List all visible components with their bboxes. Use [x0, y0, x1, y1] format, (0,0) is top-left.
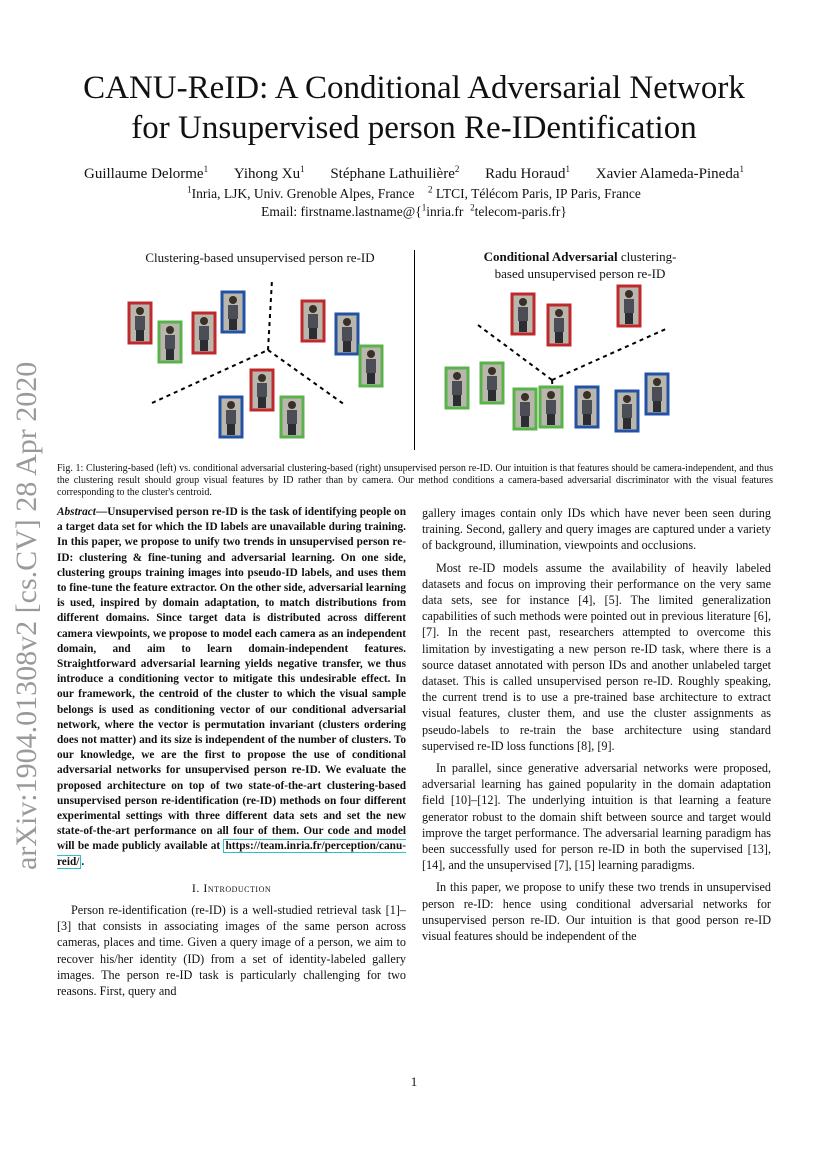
person-thumbnail [302, 301, 324, 341]
title-line-2: for Unsupervised person Re-IDentification [131, 110, 697, 146]
author-list [0, 166, 828, 183]
author: Guillaume Delorme$^1$ [84, 164, 209, 182]
affiliations: $^1$Inria, LJK, Univ. Grenoble Alpes, France $^2$ LTCI, Télécom Paris, IP Paris, France [187, 184, 641, 201]
arxiv-stamp: arXiv:1904.01308v2 [cs.CV] 28 Apr 2020 [10, 361, 43, 870]
author: Stéphane Lathuilière$^2$ [330, 164, 460, 182]
section-heading: I. Introduction [191, 880, 272, 895]
figure-caption: Fig. 1: Clustering-based (left) vs. conditional adversarial clustering-based (right) unsupervised person re-ID. Our intuition is that features should be camera-independent, and thus the clustering result should group visual features by ID rather than by camera. Our method conditions a camera-based adversarial discriminator with the visual features corresponding to the cluster's centroid. [57, 463, 773, 498]
person-thumbnail [159, 322, 181, 362]
person-thumbnail [616, 391, 638, 431]
author: Radu Horaud$^1$ [485, 164, 571, 182]
code-link[interactable]: https://team.inria.fr/perception/canu-reid/ [57, 840, 406, 868]
person-thumbnail [222, 292, 244, 332]
intro-paragraph: Person re-identification (re-ID) is a well-studied retrieval task [1]–[3] that consists in associating images of the same person across cameras, places and time. Given a query image of a person, we aim to recover his/her identity (ID) from a set of identity-labeled gallery images. The person re-ID task is particularly challenging for two reasons. First, query and [57, 903, 406, 999]
person-thumbnail [251, 370, 273, 410]
person-thumbnail [446, 368, 468, 408]
person-thumbnail [336, 314, 358, 354]
person-thumbnail [281, 397, 303, 437]
author: Yihong Xu$^1$ [233, 164, 305, 182]
person-thumbnails-left [129, 292, 382, 437]
person-thumbnail [618, 286, 640, 326]
person-thumbnail [481, 363, 503, 403]
person-thumbnail [193, 313, 215, 353]
person-thumbnail [512, 294, 534, 334]
paragraph: Most re-ID models assume the availability of heavily labeled datasets and focus on improving their performance on the very same data sets, see for instance [4], [5]. The limited generalization capabilities of such methods were pointed out in previous literature [6], [7]. In the recent past, researchers attempted to overcome this limitation by investigating a new person re-ID task, where there is a source dataset annotated with person IDs and another unlabeled target dataset. This is called unsupervised person re-ID. Roughly speaking, the current trend is to use a pre-trained base architecture to extract visual features, cluster them, and use the cluster assignments as pseudo-labels to re-train the base architecture using standard supervised re-ID loss functions [8], [9]. [422, 560, 771, 753]
paragraph: gallery images contain only IDs which have never been seen during training. Second, gallery and query images are captured under a variety of background, illumination, viewpoints and occlusions. [422, 506, 771, 553]
paragraph: In this paper, we propose to unify these two trends in unsupervised person re-ID: hence using conditional adversarial networks for unsupervised person re-ID. Our intuition is that good person re-ID visual features should be independent of the [422, 880, 771, 944]
person-thumbnail [360, 346, 382, 386]
person-thumbnail [220, 397, 242, 437]
person-thumbnail [548, 305, 570, 345]
figure-left-title: Clustering-based unsupervised person re-ID [145, 250, 375, 265]
page-number: 1 [410, 1074, 418, 1089]
figure-right-title: Conditional Adversarial clustering- based unsupervised person re-ID [483, 249, 677, 281]
email-line: Email: firstname.lastname@{$^1$inria.fr $^2$telecom-paris.fr} [261, 202, 567, 219]
author: Xavier Alameda-Pineda$^1$ [595, 164, 744, 182]
abstract: Abstract—Unsupervised person re-ID is the task of identifying people on a target data set for which the ID labels are unavailable during training. In this paper, we propose to unify two trends in unsupervised person re-ID: clustering & fine-tuning and adversarial learning. On one side, clustering groups training images into pseudo-ID labels, and uses them to fine-tune the feature extractor. On the other side, adversarial learning is used, inspired by domain adaptation, to match distributions from different domains. Since target data is distributed across different camera viewpoints, we propose to model each camera as an independent domain, and aim to learn domain-independent features. Straightforward adversarial learning yields negative transfer, we thus introduce a conditioning vector to mitigate this undesirable effect. In our framework, the centroid of the cluster to which the visual sample belongs is used as conditioning vector of our conditional adversarial network, where the vector is permutation invariant (clusters ordering does not matter) and its size is independent of the number of clusters. To our knowledge, we are the first to propose the use of conditional adversarial networks for unsupervised person re-ID. We evaluate the proposed architecture on top of two state-of-the-art clustering-based unsupervised person re-identification (re-ID) methods on four different experimental settings with three different data sets and set the new state-of-the-art performance on all four of them. Our code and model will be made publicly available at https://team.inria.fr/perception/canu-reid/ . [57, 506, 406, 868]
person-thumbnail [540, 387, 562, 427]
person-thumbnail [129, 303, 151, 343]
figure-illustration [0, 270, 828, 450]
person-thumbnail [646, 374, 668, 414]
right-column [422, 505, 771, 950]
person-thumbnails-right [446, 286, 668, 431]
person-thumbnail [576, 387, 598, 427]
paper-title [0, 68, 828, 148]
paragraph: In parallel, since generative adversarial networks were proposed, adversarial learning has gained popularity in the domain adaptation field [10]–[12]. The underlying intuition is that learning a feature generator robust to the domain shift between source and target would improve the target performance. The adversarial learning paradigm has been successfully used for person re-ID in both the supervised [13], [14], and the unsupervised [7], [15] learning paradigms. [422, 761, 771, 873]
left-column [57, 505, 406, 1005]
person-thumbnail [514, 389, 536, 429]
title-line-1: CANU-ReID: A Conditional Adversarial Network [83, 70, 745, 106]
